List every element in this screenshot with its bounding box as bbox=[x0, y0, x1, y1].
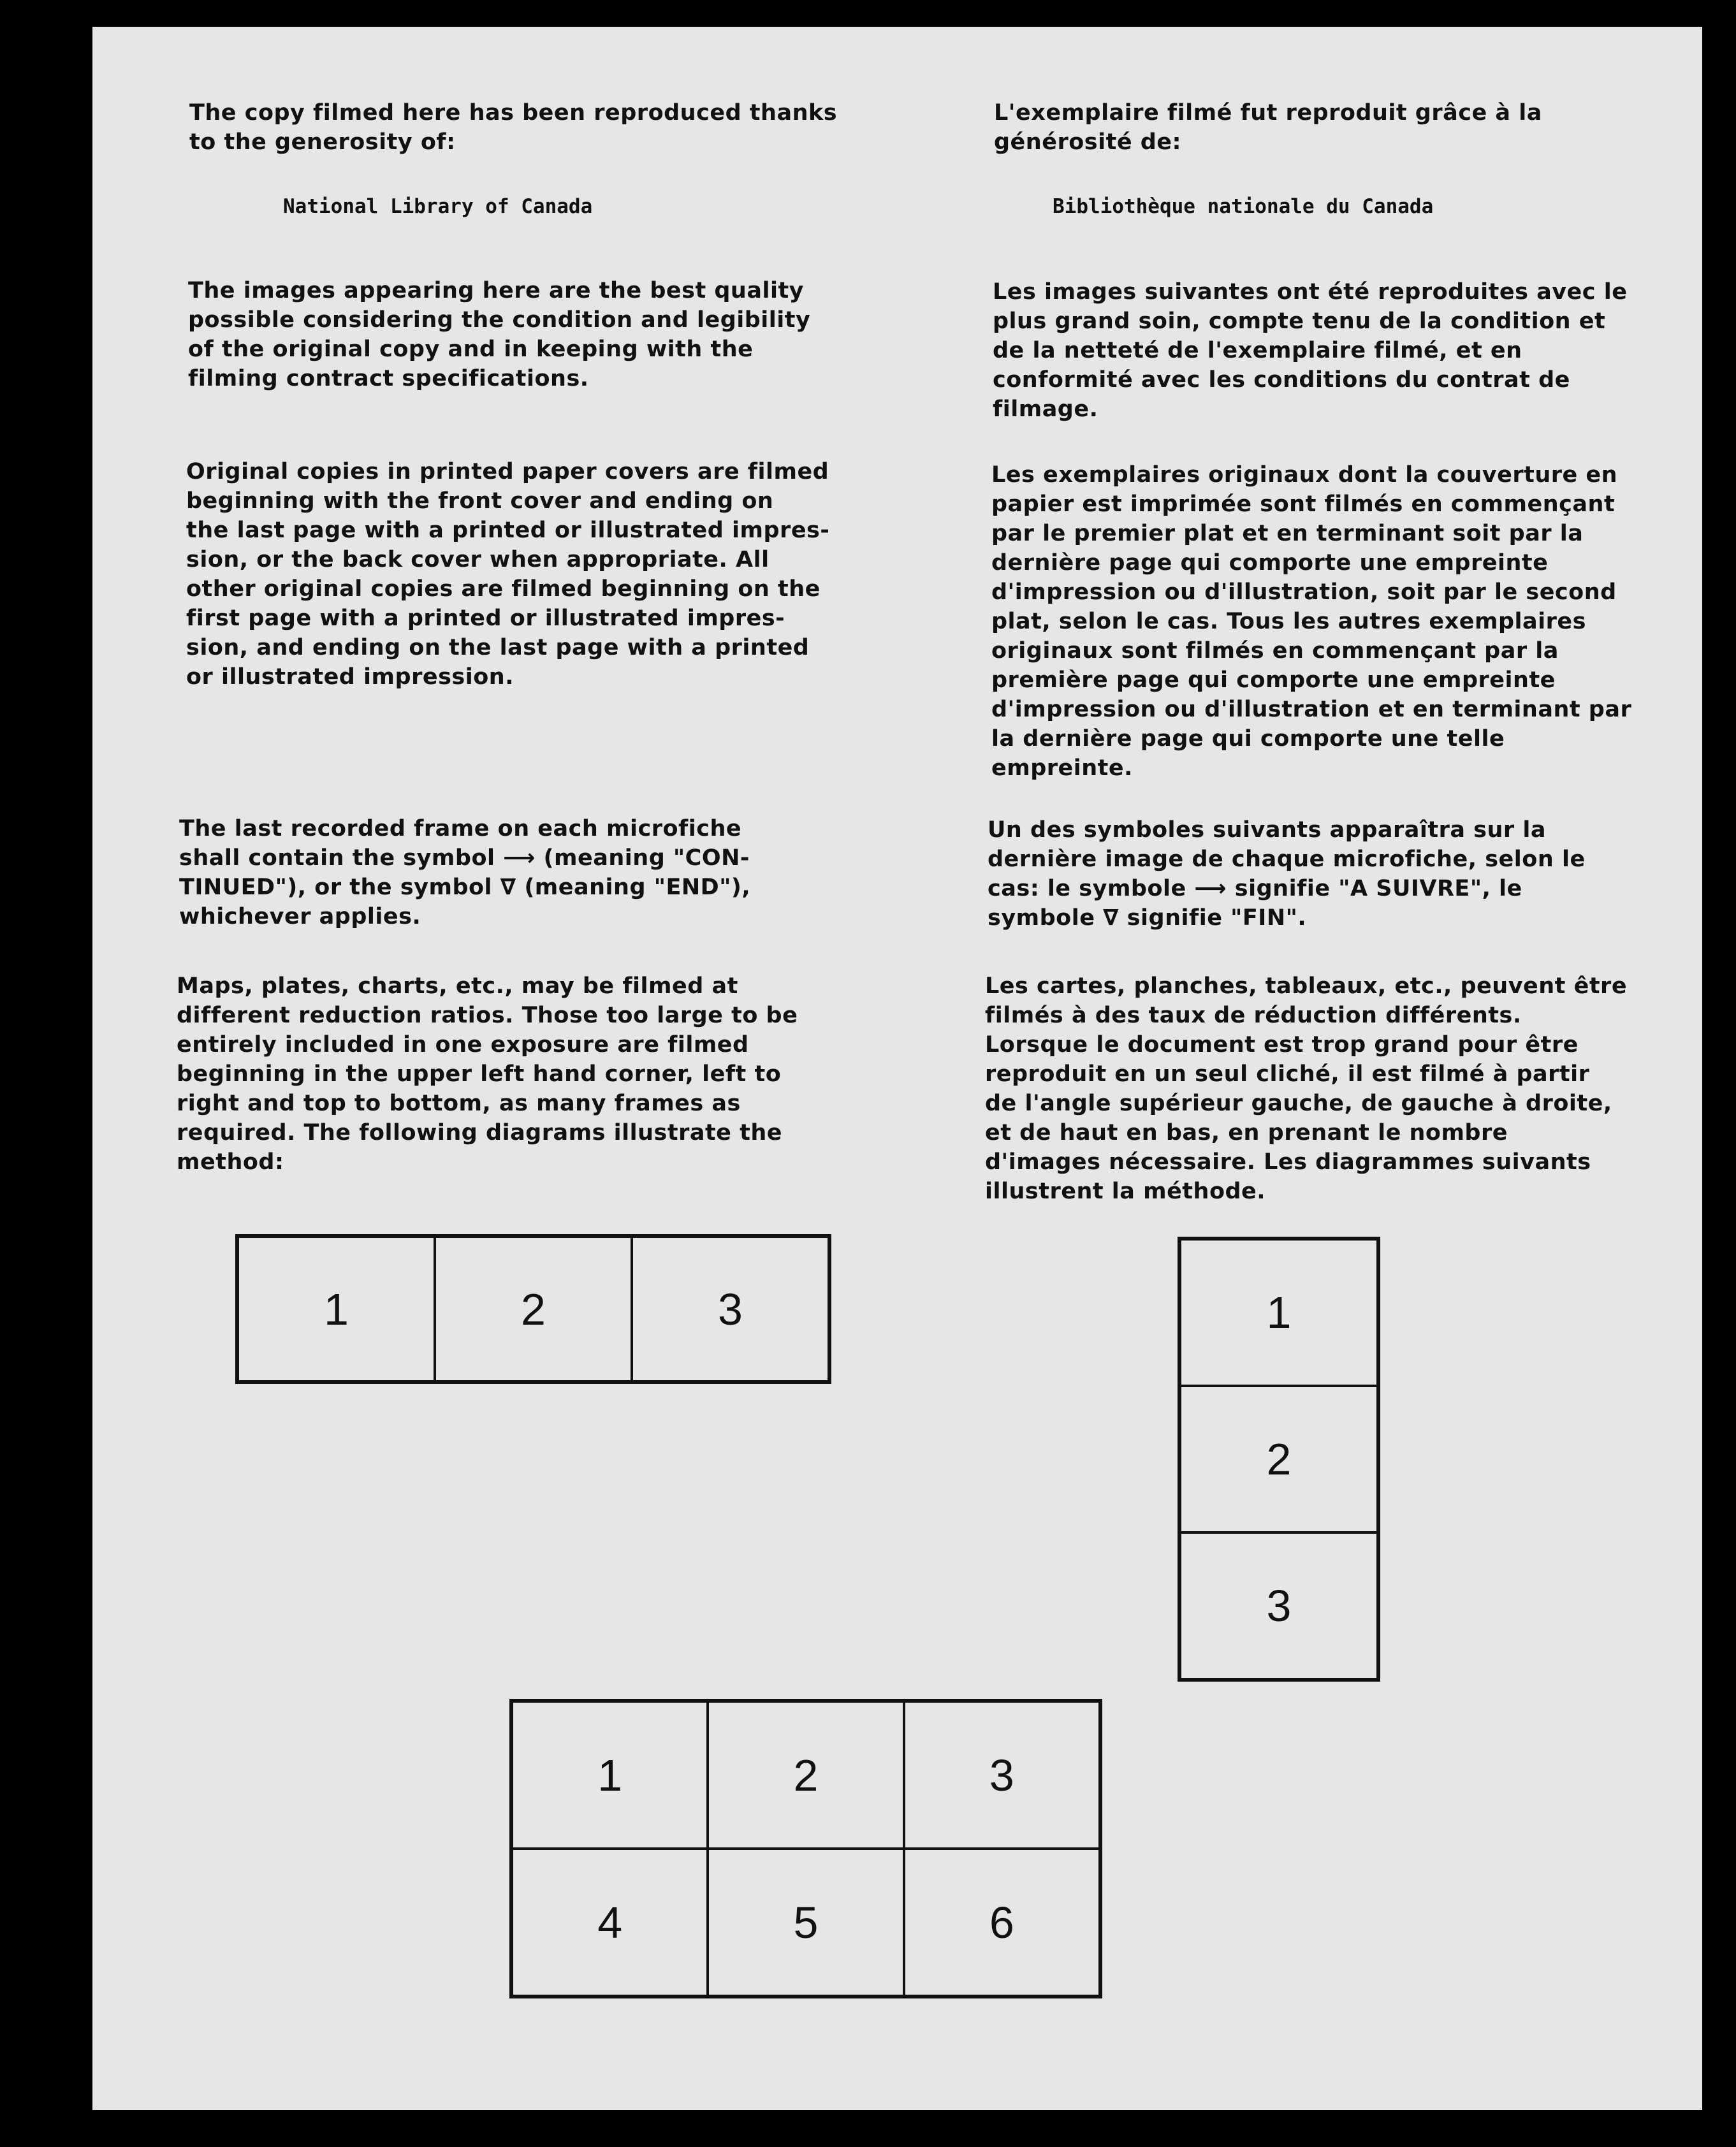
frame-cell: 1 bbox=[512, 1701, 708, 1849]
left-originals-paragraph: Original copies in printed paper covers are filmed beginning with the front cover and ending on the last page with a printed or illustrated impres- sion, or the back cover when appropriate. All other original copies are filmed beginning on the first page with a printed or illustrated impres- sion, and ending on the last page with a printed or illustrated impression. bbox=[186, 459, 830, 690]
frame-cell: 2 bbox=[708, 1701, 903, 1849]
frame-cell: 6 bbox=[904, 1849, 1100, 1996]
frame-cell: 3 bbox=[904, 1701, 1100, 1849]
frame-cell: 3 bbox=[632, 1237, 829, 1381]
frame-cell: 2 bbox=[435, 1237, 632, 1381]
frame-cell: 5 bbox=[708, 1849, 903, 1996]
left-symbols-paragraph: The last recorded frame on each microfiche shall contain the symbol ⟶ (meaning "CON- TINUED"), or the symbol ∇ (meaning "END"), whichever applies. bbox=[179, 816, 751, 929]
diagram-vertical-frames bbox=[1178, 1237, 1380, 1682]
right-maps-paragraph: Les cartes, planches, tableaux, etc., peuvent être filmés à des taux de réduction différents. Lorsque le document est trop grand pour être reproduit en un seul cliché, il est filmé à partir de l'angle supérieur gauche, de gauche à droite, et de haut en bas, en prenant le nombre d'images nécessaire. Les diagrammes suivants illustrent la méthode. bbox=[985, 973, 1628, 1204]
right-originals-paragraph: Les exemplaires originaux dont la couverture en papier est imprimée sont filmés en commençant par le premier plat et en terminant soit par la dernière page qui comporte une empreinte d'impression ou d'illustration, soit par le second plat, selon le cas. Tous les autres exemplaires originaux sont filmés en commençant par la première page qui comporte une empreinte d'impression ou d'illustration et en terminant par la dernière page qui comporte une telle empreinte. bbox=[991, 462, 1632, 781]
left-quality-paragraph: The images appearing here are the best quality possible considering the condition and legibility of the original copy and in keeping with the filming contract specifications. bbox=[188, 278, 811, 391]
diagram-grid-frames bbox=[509, 1699, 1102, 1998]
frame-cell: 1 bbox=[1180, 1239, 1378, 1386]
frame-cell: 3 bbox=[1180, 1532, 1378, 1679]
left-institution: National Library of Canada bbox=[283, 195, 593, 218]
frame-cell: 1 bbox=[238, 1237, 435, 1381]
right-symbols-paragraph: Un des symboles suivants apparaîtra sur la dernière image de chaque microfiche, selon le cas: le symbole ⟶ signifie "A SUIVRE", le symbole ∇ signifie "FIN". bbox=[988, 817, 1586, 931]
right-intro: L'exemplaire filmé fut reproduit grâce à la générosité de: bbox=[994, 100, 1542, 155]
right-quality-paragraph: Les images suivantes ont été reproduites avec le plus grand soin, compte tenu de la condition et de la netteté de l'exemplaire filmé, et en conformité avec les conditions du contrat de filmage. bbox=[993, 279, 1628, 422]
right-institution: Bibliothèque nationale du Canada bbox=[1053, 195, 1434, 218]
left-intro: The copy filmed here has been reproduced thanks to the generosity of: bbox=[189, 100, 838, 155]
left-maps-paragraph: Maps, plates, charts, etc., may be filmed at different reduction ratios. Those too large to be entirely included in one exposure are filmed beginning in the upper left hand corner, left to right and top to bottom, as many frames as required. The following diagrams illustrate the method: bbox=[177, 973, 798, 1175]
frame-cell: 2 bbox=[1180, 1386, 1378, 1532]
diagram-horizontal-frames bbox=[235, 1234, 831, 1384]
frame-cell: 4 bbox=[512, 1849, 708, 1996]
